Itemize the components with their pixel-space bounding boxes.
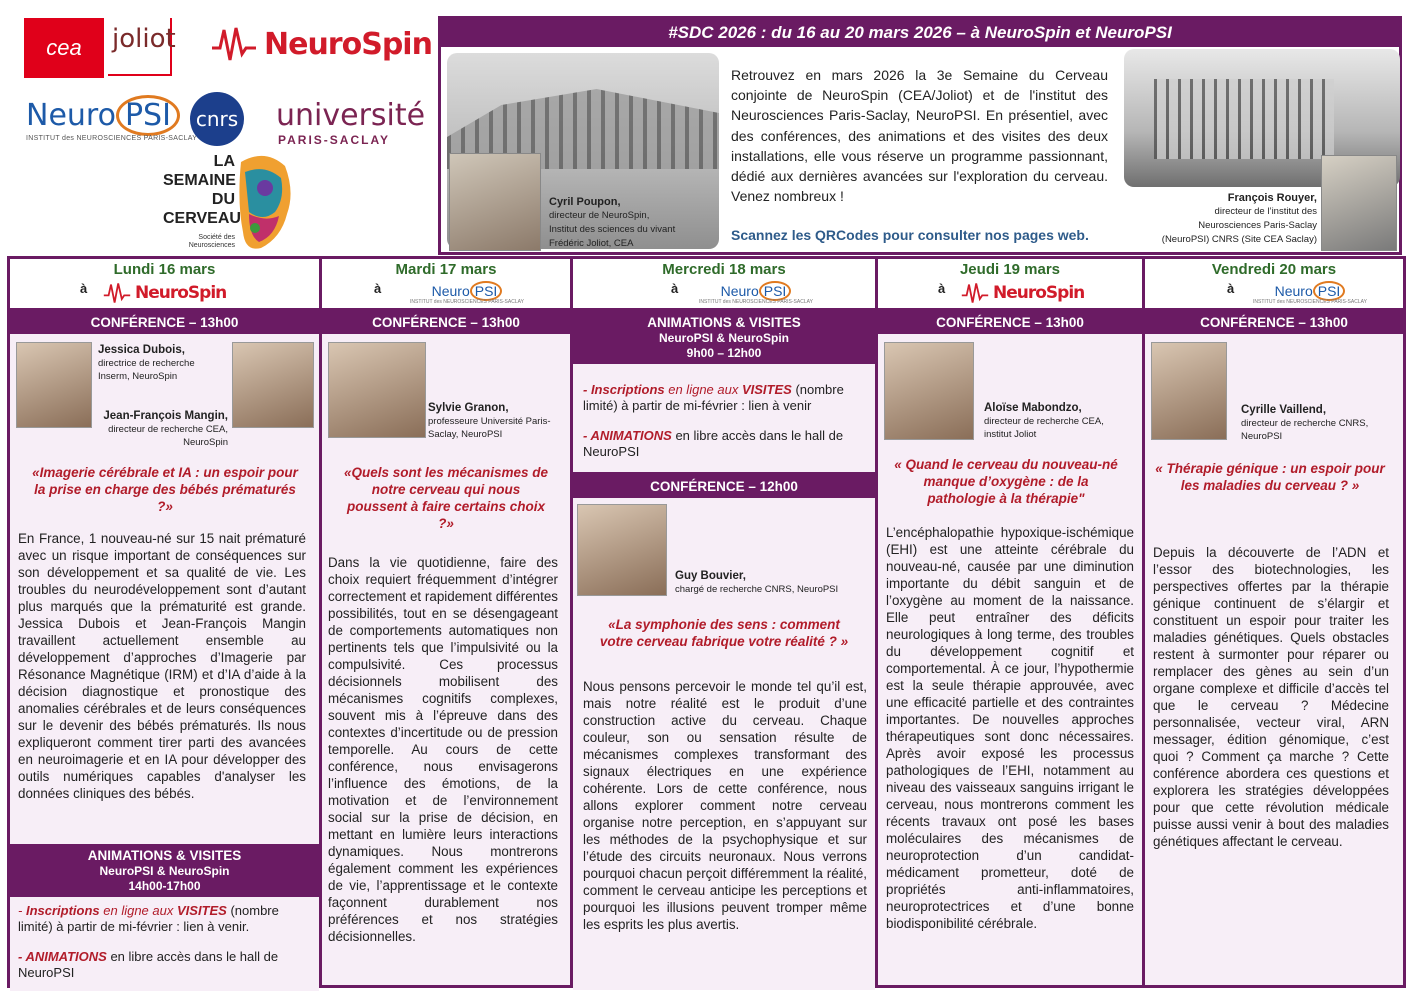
neuropsi-logo: Neuro PSI INSTITUT des NEUROSCIENCES PARIS-SACLAY — [1253, 283, 1367, 305]
day-name: Mardi 17 mars — [395, 261, 497, 278]
section-header: CONFÉRENCE – 13h00 — [878, 311, 1142, 334]
day-header: Mercredi 18 mars à Neuro PSI INSTITUT des NEUROSCIENCES PARIS-SACLAY — [573, 259, 875, 311]
talk-title: «Quels sont les mécanismes de notre cerveau qui nous poussent à faire certains choix ?» — [343, 465, 549, 531]
neuropsi-logo: Neuro PSI INSTITUT des NEUROSCIENCES PARIS-SACLAY — [410, 283, 524, 305]
neurospin-logo: NeuroSpin — [210, 24, 432, 64]
speaker-caption: Sylvie Granon, professeure Université Paris- Saclay, NeuroPSI — [428, 402, 551, 440]
visits-registration: - Inscriptions en ligne aux VISITES (nombre limité) à partir de mi-février : lien à venir — [583, 382, 844, 413]
speaker-caption: Guy Bouvier, chargé de recherche CNRS, NeuroPSI — [675, 570, 839, 595]
speaker-caption: Jean-François Mangin, directeur de recherche CEA, NeuroSpin — [103, 410, 228, 448]
neuropsi-logo: Neuro PSI INSTITUT des NEUROSCIENCES PARIS-SACLAY — [699, 283, 813, 305]
semaine-du-cerveau-logo: LA SEMAINE DU CERVEAU Société des Neurosciences — [163, 152, 293, 252]
visits-registration: - Inscriptions en ligne aux VISITES (nombre limité) à partir de mi-février : lien à venir. — [18, 903, 279, 934]
talk-title: «La symphonie des sens : comment votre cerveau fabrique votre réalité ? » — [599, 617, 849, 649]
conference-panel — [573, 498, 875, 990]
day-header: Jeudi 19 mars à NeuroSpin — [878, 259, 1142, 311]
speaker-caption: Jessica Dubois, directrice de recherche Inserm, NeuroSpin — [98, 344, 195, 382]
cea-logo: cea — [24, 18, 104, 78]
talk-title: «Imagerie cérébrale et IA : un espoir pour la prise en charge des bébés prématurés ?» — [32, 465, 298, 514]
animations-info: - ANIMATIONS en libre accès dans le hall de NeuroPSI — [583, 428, 844, 459]
neuropsi-logo: Neuro PSI INSTITUT des NEUROSCIENCES PARIS-SACLAY — [26, 98, 197, 142]
banner-title: #SDC 2026 : du 16 au 20 mars 2026 – à NeuroSpin et NeuroPSI — [441, 19, 1399, 47]
talk-description: En France, 1 nouveau-né sur 15 nait prématuré avec un risque important de conséquences sur son développement et sa qualité de vie. Les troubles du neurodéveloppement sont d’autant plus marqués que la prématurité est grande. Jessica Dubois et Jean-François Mangin travaillent actuellement ensemble au développement d’approches d’Imagerie par Résonance Magnétique (IRM) et d’IA d’aide à la décision diagnostique et pronostique des anomalies cérébrales et de leurs conséquences sur le devenir des bébés prématurés. Ils nous expliqueront comment tirer parti des avancées en neuroimagerie et en IA pour développer des outils numériques capables d'analyser les données cliniques des bébés. — [18, 531, 306, 801]
talk-description: Dans la vie quotidienne, faire des choix requiert fréquemment d’intégrer correctement et rapidement différentes possibilités, tout en se désengageant de comportements automatiques non pertinents tels que l’impulsivité ou la compulsivité. Ces processus décisionnels mobilisent des mécanismes cognitifs complexes, souvent mis à l’épreuve dans des contextes d’incertitude ou de pression temporelle. Au cours de cette conférence, nous envisagerons l’influence des émotions, de la motivation et de l’environnement social sur la prise de décision, en mettant en lumière leurs interactions dynamiques. Nous montrerons également comment les expériences de vie, l’apprentissage et le contexte façonnent durablement nos préférences et nos stratégies décisionnelles. — [328, 555, 558, 944]
day-name: Mercredi 18 mars — [662, 261, 786, 278]
talk-title: « Quand le cerveau du nouveau-né manque d’oxygène : de la pathologie à la thérapie" — [894, 457, 1118, 506]
neurospin-logo: NeuroSpin — [102, 281, 226, 305]
neurospin-wave-icon — [960, 281, 990, 305]
day-header: Mardi 17 mars à Neuro PSI INSTITUT des NEUROSCIENCES PARIS-SACLAY — [322, 259, 570, 311]
conference-panel — [10, 334, 319, 844]
partner-logos — [18, 14, 432, 254]
conference-panel — [878, 334, 1142, 985]
section-header-visits: ANIMATIONS & VISITES NeuroPSI & NeuroSpin 14h00-17h00 — [10, 844, 319, 897]
visits-panel — [10, 897, 319, 991]
weekly-program — [7, 256, 1406, 988]
day-header: Lundi 16 mars à NeuroSpin — [10, 259, 319, 311]
cnrs-logo: cnrs — [190, 92, 244, 146]
aloise-mabondzo-photo — [884, 342, 974, 440]
section-header: CONFÉRENCE – 13h00 — [322, 311, 570, 334]
neurospin-wave-icon — [210, 24, 258, 64]
talk-title: « Thérapie génique : un espoir pour les maladies du cerveau ? » — [1155, 461, 1385, 493]
cyrille-vaillend-photo — [1151, 342, 1227, 440]
event-banner — [438, 16, 1402, 255]
day-column-thursday — [878, 259, 1145, 985]
day-header: Vendredi 20 mars à Neuro PSI INSTITUT des NEUROSCIENCES PARIS-SACLAY — [1145, 259, 1403, 311]
animations-info: - ANIMATIONS en libre accès dans le hall de NeuroPSI — [18, 949, 279, 980]
joliot-logo: joliot — [112, 24, 176, 54]
conference-panel — [322, 334, 570, 985]
section-header: CONFÉRENCE – 13h00 — [10, 311, 319, 334]
day-column-tuesday — [322, 259, 573, 985]
conference-panel — [1145, 334, 1403, 985]
brain-icon — [235, 152, 293, 252]
day-name: Vendredi 20 mars — [1211, 261, 1337, 278]
visits-panel — [573, 364, 875, 472]
talk-description: Nous pensons percevoir le monde tel qu’il est, mais notre réalité est le produit d’une construction active du cerveau. Chaque couleur, son ou sensation résulte de mécanismes complexes transformant des signaux électriques en une expérience cohérente. Lors de cette conférence, nous allons explorer comment notre cerveau organise notre perception, en s’appuyant sur les méthodes de la psychophysique et sur l’étude des circuits neuronaux. Nous verrons pourquoi chacun perçoit différemment la réalité, comment le cerveau anticipe les perceptions et pourquoi les illusions peuvent tromper même les esprits les plus avertis. — [583, 679, 867, 932]
section-header: CONFÉRENCE – 13h00 — [1145, 311, 1403, 334]
speaker-caption: Cyrille Vaillend, directeur de recherche CNRS, NeuroPSI — [1241, 404, 1369, 442]
day-column-wednesday — [573, 259, 878, 985]
speaker-caption: Aloïse Mabondzo, directeur de recherche CEA, institut Joliot — [984, 402, 1104, 440]
francois-rouyer-caption: François Rouyer, directeur de l’institut des Neurosciences Paris-Saclay (NeuroPSI) CNRS (Site CEA Saclay) — [1161, 192, 1317, 245]
talk-description: L’encéphalopathie hypoxique-ischémique (EHI) est une atteinte cérébrale du nouveau-né, causée par une diminution importante du débit sanguin et de l’oxygène au moment de la naissance. Elle peut entraîner des déficits neurologiques à long terme, des troubles du développement cognitif et comportemental. À ce jour, l’hypothermie est la seule thérapie approuvée, avec une efficacité partielle et des contraintes importantes. De nouvelles approches thérapeutiques sont donc nécessaires. Après avoir exposé les processus pathologiques de l’EHI, notamment au niveau des vaisseaux sanguins irrigant le cerveau, nous montrerons comment les récents travaux ont posé les bases moléculaires des mécanismes de neuroprotection d’un candidat-médicament prometteur, doté de propriétés anti-inflammatoires, neuroprotectrices et d’une bonne biodisponibilité cérébrale. — [886, 525, 1134, 931]
scan-qrcode-note: Scannez les QRCodes pour consulter nos pages web. — [731, 227, 1089, 243]
cyril-poupon-caption: Cyril Poupon, directeur de NeuroSpin, Institut des sciences du vivant Frédéric Joliot, CEA — [549, 196, 676, 249]
section-header-visits: ANIMATIONS & VISITES NeuroPSI & NeuroSpin 9h00 – 12h00 — [573, 311, 875, 364]
day-name: Lundi 16 mars — [113, 261, 216, 278]
cyril-poupon-photo — [449, 153, 541, 251]
section-header: CONFÉRENCE – 12h00 — [573, 475, 875, 498]
neurospin-wave-icon — [102, 281, 132, 305]
sylvie-granon-photo — [328, 342, 426, 438]
banner-intro: Retrouvez en mars 2026 la 3e Semaine du Cerveau conjointe de NeuroSpin (CEA/Joliot) et de l'institut des Neurosciences Paris-Saclay, NeuroPSI. En présentiel, avec des conférences, des animations et des visites des deux installations, elle vous réserve un programme passionnant, dédié aux dernières avancées sur l'exploration du cerveau. Venez nombreux ! — [731, 67, 1108, 205]
neurospin-logo: NeuroSpin — [960, 281, 1084, 305]
day-column-monday — [10, 259, 322, 985]
day-name: Jeudi 19 mars — [959, 261, 1061, 278]
jean-francois-mangin-photo — [232, 342, 314, 428]
guy-bouvier-photo — [577, 504, 667, 596]
day-column-friday — [1145, 259, 1403, 985]
talk-description: Depuis la découverte de l’ADN et l’essor des biotechnologies, les perspectives offertes par la thérapie génique continuent de s’élargir et constituent un espoir pour traiter les maladies génétiques. Quels obstacles restent à surmonter pour réparer ou remplacer des gènes au sein d’un organe complexe et difficile d’accès tel que le cerveau ? Médecine personnalisée, vecteur viral, ARN messager, édition génomique, c’est quoi ? Comment ça marche ? Cette conférence abordera ces questions et explorera les stratégies développées pour que cette révolution médicale puisse aussi venir à bout des maladies génétiques affectant le cerveau. — [1153, 545, 1389, 849]
francois-rouyer-photo — [1321, 155, 1397, 251]
universite-paris-saclay-logo: université PARIS-SACLAY — [276, 98, 426, 147]
